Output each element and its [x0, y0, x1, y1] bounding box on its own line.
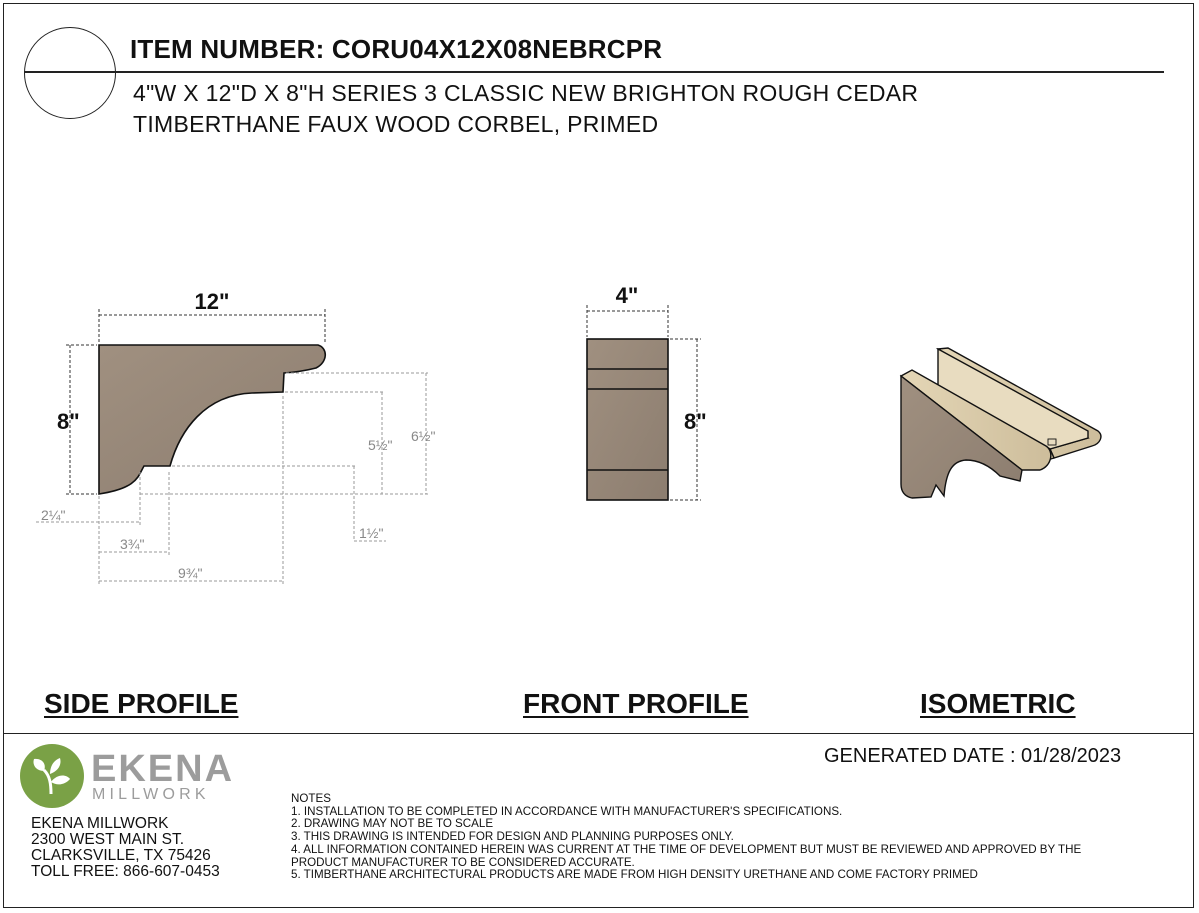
description-line-2: TIMBERTHANE FAUX WOOD CORBEL, PRIMED [133, 111, 659, 137]
front-profile-view [587, 283, 707, 500]
side-height-label: 8" [57, 409, 80, 434]
dim-9-3-4: 9¾" [178, 565, 203, 581]
front-width-label: 4" [615, 283, 639, 308]
note-4-cont: PRODUCT MANUFACTURER TO BE CONSIDERED ACCURATE. [291, 855, 635, 869]
footer-rule [3, 733, 1194, 734]
generated-date: GENERATED DATE : 01/28/2023 [824, 745, 1122, 767]
front-profile-shape [587, 339, 668, 500]
note-5: 5. TIMBERTHANE ARCHITECTURAL PRODUCTS ARE MADE FROM HIGH DENSITY URETHANE AND COME FACTORY PRIMED [291, 868, 978, 882]
company-name: EKENA MILLWORK [31, 815, 169, 832]
brand-name: EKENA [91, 748, 235, 790]
item-number: ITEM NUMBER: CORU04X12X08NEBRCPR [130, 34, 663, 64]
notes-title: NOTES [291, 792, 331, 805]
dim-2-1-4: 2¼" [41, 507, 66, 523]
dim-6-1-2: 6½" [411, 428, 436, 444]
side-profile-label: SIDE PROFILE [44, 688, 239, 719]
dim-5-1-2: 5½" [368, 437, 393, 453]
note-2: 2. DRAWING MAY NOT BE TO SCALE [291, 817, 494, 831]
isometric-view [901, 348, 1101, 498]
note-4: 4. ALL INFORMATION CONTAINED HEREIN WAS CURRENT AT THE TIME OF DEVELOPMENT BUT MUST BE REVIEWED AND APPROVED BY THE [291, 842, 1082, 856]
company-street: 2300 WEST MAIN ST. [31, 831, 185, 848]
dim-3-3-4: 3¾" [120, 536, 145, 552]
notes-block [291, 793, 1081, 882]
side-profile-view [36, 289, 435, 585]
description-line-1: 4"W X 12"D X 8"H SERIES 3 CLASSIC NEW BRIGHTON ROUGH CEDAR [133, 80, 919, 106]
company-phone: TOLL FREE: 866-607-0453 [31, 863, 220, 880]
company-city: CLARKSVILLE, TX 75426 [31, 847, 211, 864]
isometric-label: ISOMETRIC [920, 688, 1076, 719]
dim-1-1-2: 1½" [359, 525, 384, 541]
brand-sub: MILLWORK [92, 786, 210, 803]
leaf-logo-icon [20, 744, 84, 808]
front-profile-label: FRONT PROFILE [523, 688, 749, 719]
side-profile-shape [99, 345, 325, 494]
side-width-label: 12" [194, 289, 230, 314]
front-height-label: 8" [684, 409, 707, 434]
note-1: 1. INSTALLATION TO BE COMPLETED IN ACCORDANCE WITH MANUFACTURER'S SPECIFICATIONS. [291, 804, 843, 818]
note-3: 3. THIS DRAWING IS INTENDED FOR DESIGN AND PLANNING PURPOSES ONLY. [291, 830, 734, 844]
